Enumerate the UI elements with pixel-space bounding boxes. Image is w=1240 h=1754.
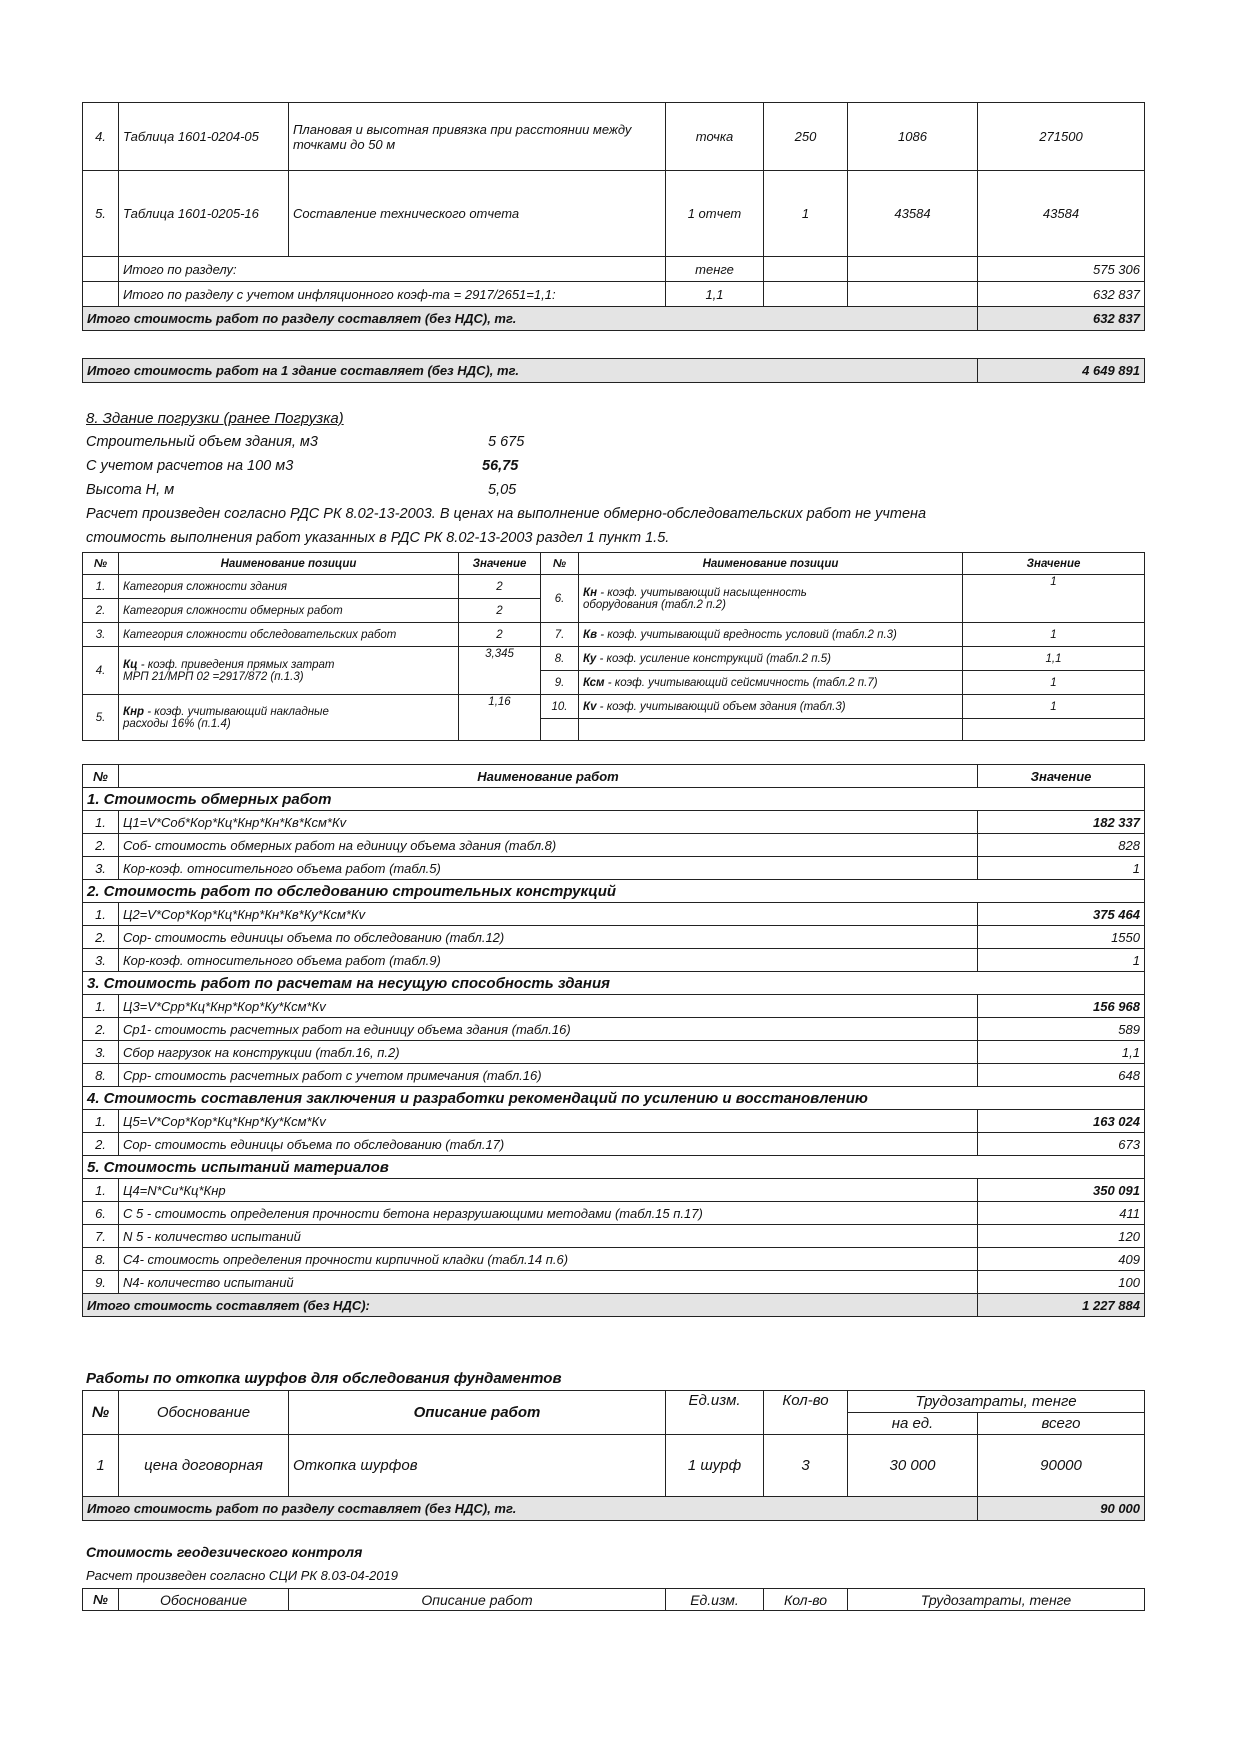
section-total-row (83, 307, 1145, 331)
coef-num: 9. (541, 671, 579, 695)
row-value: 1 (978, 857, 1145, 880)
header-basis: Обоснование (119, 1589, 289, 1611)
row-per-unit: 30 000 (848, 1435, 978, 1497)
row-value: 156 968 (978, 995, 1145, 1018)
table-row (83, 1225, 1145, 1248)
geo-title: Стоимость геодезического контроля (86, 1544, 363, 1560)
geo-table (82, 1588, 1145, 1611)
row-total: 43584 (978, 171, 1145, 257)
row-num: 3. (83, 1041, 119, 1064)
row-value: 409 (978, 1248, 1145, 1271)
row-num: 3. (83, 857, 119, 880)
note-line: стоимость выполнения работ указанных в РДС РК 8.02-13-2003 раздел 1 пункт 1.5. (86, 530, 670, 546)
pits-table (82, 1390, 1145, 1521)
works-total-row (83, 1294, 1145, 1317)
coef-value: 1,1 (963, 647, 1145, 671)
section-total-value: 632 837 (978, 307, 1145, 331)
header-labor: Трудозатраты, тенге (848, 1589, 1145, 1611)
header-desc: Описание работ (289, 1589, 666, 1611)
header-qty: Кол-во (764, 1589, 848, 1611)
table-row (83, 1248, 1145, 1271)
coef-num: 5. (83, 695, 119, 741)
row-num: 9. (83, 1271, 119, 1294)
row-name: Сбор нагрузок на конструкции (табл.16, п.2) (119, 1041, 978, 1064)
row-num: 5. (83, 171, 119, 257)
section-heading-row (83, 1156, 1145, 1179)
header-num: № (83, 1589, 119, 1611)
coef-value: 2 (459, 575, 541, 599)
header-value: Значение (978, 765, 1145, 788)
header-value: Значение (459, 553, 541, 575)
section-heading-row (83, 972, 1145, 995)
table-row (83, 1179, 1145, 1202)
row-value: 350 091 (978, 1179, 1145, 1202)
table-row (83, 1110, 1145, 1133)
table-row (83, 834, 1145, 857)
coef-value: 1 (963, 695, 1145, 719)
row-value: 1,1 (978, 1041, 1145, 1064)
row-basis: Таблица 1601-0205-16 (119, 171, 289, 257)
coef-num: 10. (541, 695, 579, 719)
coef-num: 1. (83, 575, 119, 599)
row-name: Кор-коэф. относительного объема работ (табл.5) (119, 857, 978, 880)
row-qty: 250 (764, 103, 848, 171)
row-name: Соб- стоимость обмерных работ на единицу объема здания (табл.8) (119, 834, 978, 857)
table-row (83, 857, 1145, 880)
row-num: 8. (83, 1248, 119, 1271)
row-desc: Откопка шурфов (289, 1435, 666, 1497)
coef-name: Кнр - коэф. учитывающий накладные расходы 16% (п.1.4) (119, 695, 459, 741)
row-name: Ц5=V*Сор*Кор*Кц*Кнр*Ку*Ксм*Кv (119, 1110, 978, 1133)
row-name: Ц2=V*Сор*Кор*Кц*Кнр*Кн*Кв*Ку*Ксм*Кv (119, 903, 978, 926)
row-name: Ц1=V*Соб*Кор*Кц*Кнр*Кн*Кв*Ксм*Кv (119, 811, 978, 834)
section-heading: 2. Стоимость работ по обследованию строительных конструкций (83, 880, 1145, 903)
geo-note: Расчет произведен согласно СЦИ РК 8.03-04-2019 (86, 1568, 398, 1583)
row-num: 1. (83, 995, 119, 1018)
table-row (83, 903, 1145, 926)
subtotal-label: Итого по разделу: (119, 257, 666, 282)
row-num: 6. (83, 1202, 119, 1225)
header-labor: Трудозатраты, тенге (848, 1391, 1145, 1413)
row-num: 1. (83, 1179, 119, 1202)
row-value: 648 (978, 1064, 1145, 1087)
param-value: 5,05 (488, 482, 517, 498)
coef-value: 1 (963, 575, 1145, 623)
row-unit: 1 шурф (666, 1435, 764, 1497)
coef-value: 3,345 (459, 647, 541, 695)
row-num: 1. (83, 1110, 119, 1133)
top-estimate-table (82, 102, 1145, 331)
header-name: Наименование позиции (579, 553, 963, 575)
row-value: 673 (978, 1133, 1145, 1156)
row-total: 271500 (978, 103, 1145, 171)
pits-total-label: Итого стоимость работ по разделу составляет (без НДС), тг. (83, 1497, 978, 1521)
row-num: 8. (83, 1064, 119, 1087)
table-row (83, 1435, 1145, 1497)
coef-name: Кв - коэф. учитывающий вредность условий (табл.2 п.3) (579, 623, 963, 647)
param-label: Высота Н, м (86, 482, 175, 498)
section-8-title: 8. Здание погрузки (ранее Погрузка) (86, 410, 344, 427)
table-row (83, 1041, 1145, 1064)
row-num: 2. (83, 834, 119, 857)
coef-num: 2. (83, 599, 119, 623)
row-name: Сор- стоимость единицы объема по обследованию (табл.17) (119, 1133, 978, 1156)
coef-num: 4. (83, 647, 119, 695)
section-heading-row (83, 788, 1145, 811)
row-name: Ср1- стоимость расчетных работ на единицу объема здания (табл.16) (119, 1018, 978, 1041)
row-price: 1086 (848, 103, 978, 171)
row-num: 7. (83, 1225, 119, 1248)
header-basis: Обоснование (119, 1391, 289, 1435)
table-row (83, 1202, 1145, 1225)
header-name: Наименование позиции (119, 553, 459, 575)
coef-value: 2 (459, 599, 541, 623)
param-value: 56,75 (482, 458, 519, 474)
table-row (83, 1133, 1145, 1156)
row-value: 163 024 (978, 1110, 1145, 1133)
coef-name: Кц - коэф. приведения прямых затрат МРП 21/МРП 02 =2917/872 (п.1.3) (119, 647, 459, 695)
row-value: 589 (978, 1018, 1145, 1041)
row-desc: Составление технического отчета (289, 171, 666, 257)
coef-name: Кv - коэф. учитывающий объем здания (табл.3) (579, 695, 963, 719)
row-value: 182 337 (978, 811, 1145, 834)
section-heading: 4. Стоимость составления заключения и разработки рекомендаций по усилению и восстановлению (83, 1087, 1145, 1110)
header-num: № (83, 553, 119, 575)
section-heading-row (83, 1087, 1145, 1110)
inflation-coef: 1,1 (666, 282, 764, 307)
row-value: 828 (978, 834, 1145, 857)
table-row (83, 1018, 1145, 1041)
table-row (83, 171, 1145, 257)
row-qty: 3 (764, 1435, 848, 1497)
subtotal-value: 575 306 (978, 257, 1145, 282)
table-row (83, 1064, 1145, 1087)
row-num: 1 (83, 1435, 119, 1497)
header-total: всего (978, 1413, 1145, 1435)
coef-name: Кн - коэф. учитывающий насыщенность оборудования (табл.2 п.2) (579, 575, 963, 623)
table-row (83, 811, 1145, 834)
building-total-table (82, 358, 1145, 383)
header-name: Наименование работ (119, 765, 978, 788)
building-total-value: 4 649 891 (978, 359, 1145, 383)
row-value: 100 (978, 1271, 1145, 1294)
row-value: 1 (978, 949, 1145, 972)
row-name: С 5 - стоимость определения прочности бетона неразрушающими методами (табл.15 п.17) (119, 1202, 978, 1225)
row-basis: Таблица 1601-0204-05 (119, 103, 289, 171)
section-heading-row (83, 880, 1145, 903)
section-heading: 5. Стоимость испытаний материалов (83, 1156, 1145, 1179)
table-row (83, 103, 1145, 171)
coef-num: 7. (541, 623, 579, 647)
coef-num: 3. (83, 623, 119, 647)
coef-value: 2 (459, 623, 541, 647)
section-total-label: Итого стоимость работ по разделу составляет (без НДС), тг. (83, 307, 978, 331)
header-unit: Ед.изм. (666, 1391, 764, 1435)
building-total-label: Итого стоимость работ на 1 здание составляет (без НДС), тг. (83, 359, 978, 383)
row-basis: цена договорная (119, 1435, 289, 1497)
coefficients-table (82, 552, 1145, 741)
coef-name: Ку - коэф. усиление конструкций (табл.2 п.5) (579, 647, 963, 671)
coef-name: Категория сложности здания (119, 575, 459, 599)
header-unit: Ед.изм. (666, 1589, 764, 1611)
row-num: 1. (83, 811, 119, 834)
subtotal-unit: тенге (666, 257, 764, 282)
row-name: Ц4=N*Си*Кц*Кнр (119, 1179, 978, 1202)
row-num: 3. (83, 949, 119, 972)
coef-value: 1 (963, 671, 1145, 695)
row-num: 2. (83, 926, 119, 949)
row-num: 1. (83, 903, 119, 926)
row-name: Сор- стоимость единицы объема по обследованию (табл.12) (119, 926, 978, 949)
pits-title: Работы по откопка шурфов для обследования фундаментов (86, 1370, 562, 1387)
section-heading: 3. Стоимость работ по расчетам на несущую способность здания (83, 972, 1145, 995)
row-unit: 1 отчет (666, 171, 764, 257)
header-qty: Кол-во (764, 1391, 848, 1435)
row-price: 43584 (848, 171, 978, 257)
row-name: Кор-коэф. относительного объема работ (табл.9) (119, 949, 978, 972)
header-num: № (83, 765, 119, 788)
coef-name: Ксм - коэф. учитывающий сейсмичность (табл.2 п.7) (579, 671, 963, 695)
works-table (82, 764, 1145, 1317)
row-name: С4- стоимость определения прочности кирпичной кладки (табл.14 п.6) (119, 1248, 978, 1271)
coef-num: 6. (541, 575, 579, 623)
row-name: N4- количество испытаний (119, 1271, 978, 1294)
coef-num: 8. (541, 647, 579, 671)
coef-value: 1 (963, 623, 1145, 647)
row-value: 411 (978, 1202, 1145, 1225)
header-per-unit: на ед. (848, 1413, 978, 1435)
row-num: 2. (83, 1133, 119, 1156)
pits-total-value: 90 000 (978, 1497, 1145, 1521)
subtotal-row (83, 257, 1145, 282)
param-value: 5 675 (488, 434, 525, 450)
table-row (83, 1271, 1145, 1294)
row-num: 4. (83, 103, 119, 171)
inflation-label: Итого по разделу с учетом инфляционного коэф-та = 2917/2651=1,1: (119, 282, 666, 307)
coef-name: Категория сложности обмерных работ (119, 599, 459, 623)
row-total: 90000 (978, 1435, 1145, 1497)
works-total-value: 1 227 884 (978, 1294, 1145, 1317)
row-value: 120 (978, 1225, 1145, 1248)
row-num: 2. (83, 1018, 119, 1041)
works-total-label: Итого стоимость составляет (без НДС): (83, 1294, 978, 1317)
header-num: № (541, 553, 579, 575)
row-name: Ц3=V*Срр*Кц*Кнр*Кор*Ку*Ксм*Кv (119, 995, 978, 1018)
row-value: 1550 (978, 926, 1145, 949)
row-desc: Плановая и высотная привязка при расстоянии между точками до 50 м (289, 103, 666, 171)
header-num: № (83, 1391, 119, 1435)
table-row (83, 926, 1145, 949)
row-unit: точка (666, 103, 764, 171)
coef-value: 1,16 (459, 695, 541, 741)
table-row (83, 995, 1145, 1018)
note-line: Расчет произведен согласно РДС РК 8.02-13-2003. В ценах на выполнение обмерно-обследовательских работ не учтена (86, 506, 927, 522)
row-qty: 1 (764, 171, 848, 257)
inflation-value: 632 837 (978, 282, 1145, 307)
header-value: Значение (963, 553, 1145, 575)
header-desc: Описание работ (289, 1391, 666, 1435)
row-name: N 5 - количество испытаний (119, 1225, 978, 1248)
param-label: С учетом расчетов на 100 м3 (86, 458, 294, 474)
inflation-row (83, 282, 1145, 307)
section-heading: 1. Стоимость обмерных работ (83, 788, 1145, 811)
param-label: Строительный объем здания, м3 (86, 434, 318, 450)
row-value: 375 464 (978, 903, 1145, 926)
coef-name: Категория сложности обследовательских работ (119, 623, 459, 647)
table-row (83, 949, 1145, 972)
row-name: Срр- стоимость расчетных работ с учетом примечания (табл.16) (119, 1064, 978, 1087)
